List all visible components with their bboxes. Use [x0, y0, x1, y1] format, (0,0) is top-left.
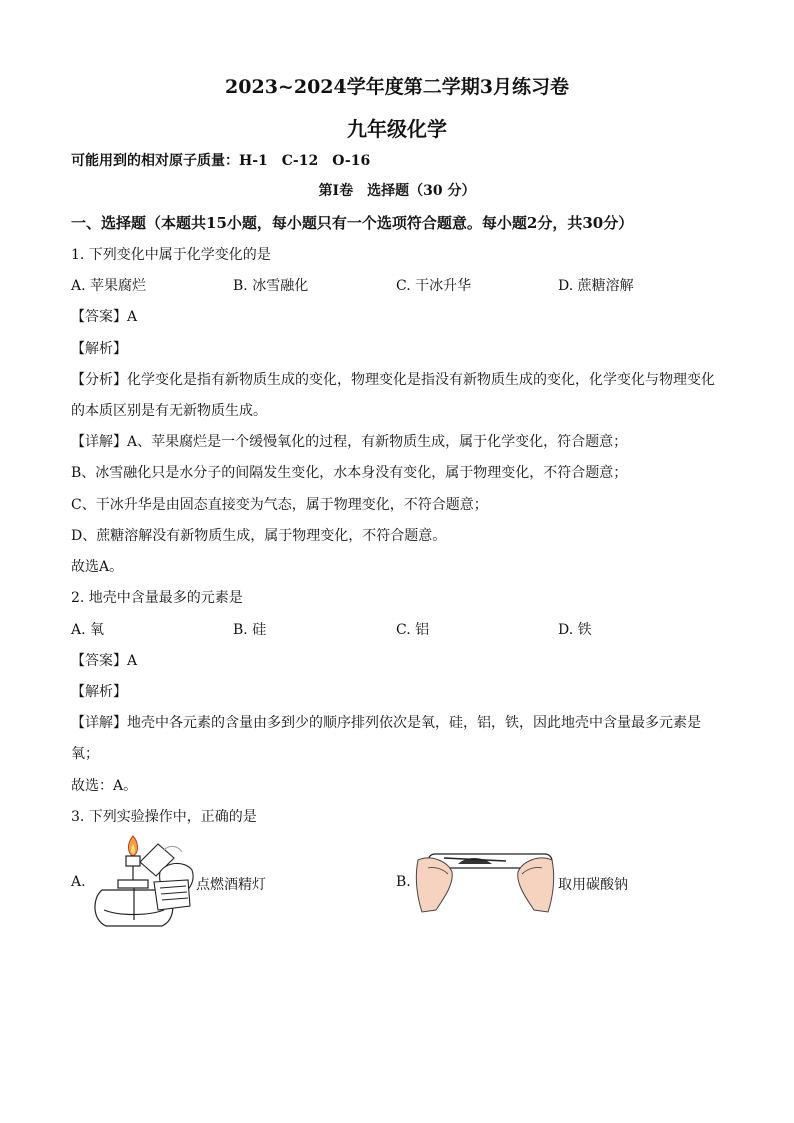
q1-analysis-label: 【解析】	[71, 341, 127, 357]
page-title: 2023~2024学年度第二学期3月练习卷	[225, 76, 569, 98]
q1-option-a: A. 苹果腐烂	[71, 278, 147, 294]
q3-option-b-letter: B.	[396, 874, 411, 890]
q3-option-b-caption: 取用碳酸钠	[558, 877, 628, 893]
q1-conclusion: 故选A。	[71, 559, 124, 575]
q2-analysis-label: 【解析】	[71, 684, 127, 700]
section-title: 第Ⅰ卷 选择题（30 分）	[318, 183, 476, 199]
q3-option-a-caption: 点燃酒精灯	[196, 877, 266, 893]
atomic-masses-note: 可能用到的相对原子质量：H-1 C-12 O-16	[71, 153, 371, 169]
q2-answer: 【答案】A	[71, 653, 138, 669]
q1-detail-d: D、蔗糖溶解没有新物质生成，属于物理变化，不符合题意。	[71, 528, 447, 544]
q1-analysis-line1: 【分析】化学变化是指有新物质生成的变化，物理变化是指没有新物质生成的变化，化学变化与物理变化	[71, 372, 715, 388]
q1-option-c: C. 干冰升华	[396, 278, 472, 294]
page-subtitle: 九年级化学	[347, 117, 447, 141]
q3-option-a-letter: A.	[71, 874, 86, 890]
q2-option-a: A. 氧	[71, 622, 105, 638]
q1-analysis-line2: 的本质区别是有无新物质生成。	[71, 403, 267, 419]
q1-stem: 1. 下列变化中属于化学变化的是	[71, 247, 271, 263]
test-tube-illustration	[414, 846, 556, 918]
q2-option-c: C. 铝	[396, 622, 430, 638]
q1-detail-b: B、冰雪融化只是水分子的间隔发生变化，水本身没有变化，属于物理变化，不符合题意；	[71, 465, 628, 481]
q1-option-d: D. 蔗糖溶解	[558, 278, 634, 294]
q1-option-b: B. 冰雪融化	[233, 278, 309, 294]
part-title: 一、选择题（本题共15小题，每小题只有一个选项符合题意。每小题2分，共30分）	[71, 214, 634, 232]
q2-conclusion: 故选：A。	[71, 778, 138, 794]
q2-option-b: B. 硅	[233, 622, 267, 638]
q2-option-d: D. 铁	[558, 622, 592, 638]
alcohol-lamp-illustration	[88, 832, 198, 932]
q2-detail-line2: 氧；	[71, 746, 99, 762]
q2-detail-line1: 【详解】地壳中各元素的含量由多到少的顺序排列依次是氧，硅，铝，铁，因此地壳中含量最多元素是	[71, 715, 701, 731]
q1-detail-c: C、干冰升华是由固态直接变为气态，属于物理变化，不符合题意；	[71, 497, 488, 513]
q1-answer: 【答案】A	[71, 309, 138, 325]
q2-stem: 2. 地壳中含量最多的元素是	[71, 590, 243, 606]
q1-detail-a: 【详解】A、苹果腐烂是一个缓慢氧化的过程，有新物质生成，属于化学变化，符合题意；	[71, 434, 628, 450]
q3-stem: 3. 下列实验操作中，正确的是	[71, 809, 257, 825]
